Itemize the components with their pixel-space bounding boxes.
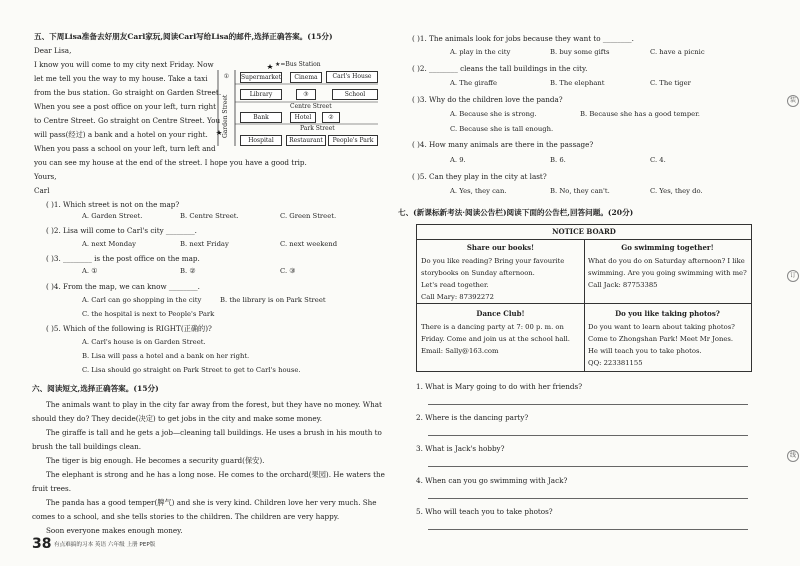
map-bank: Bank bbox=[240, 112, 282, 123]
open-question: 5. Who will teach you to take photos? bbox=[416, 507, 553, 516]
open-question: 2. Where is the dancing party? bbox=[416, 413, 529, 422]
map-cinema: Cinema bbox=[290, 72, 322, 83]
option: C. have a picnic bbox=[650, 48, 705, 56]
letter-line: When you see a post office on your left, turn right bbox=[34, 102, 216, 111]
notice-line: Do you like reading? Bring your favourite bbox=[421, 257, 565, 265]
option: B. the library is on Park Street bbox=[220, 296, 326, 304]
letter-line: will pass(经过) a bank and a hotel on your right. bbox=[34, 130, 208, 139]
map-park-street: Park Street bbox=[300, 125, 335, 132]
map-num-1: ① bbox=[223, 73, 230, 80]
open-question: 3. What is Jack's hobby? bbox=[416, 444, 505, 453]
notice-line: Call Jack: 87753385 bbox=[588, 281, 658, 289]
option: C. Lisa should go straight on Park Street to get to Carl's house. bbox=[82, 366, 301, 374]
notice-board-title: NOTICE BOARD bbox=[417, 225, 751, 240]
footer-text: 有点难搞的习本 英语 六年级 上册 PEP版 bbox=[54, 542, 156, 548]
passage-line: should they do? They decide(决定) to get jobs in the city and make some money. bbox=[32, 414, 323, 423]
option: A. next Monday bbox=[82, 240, 137, 248]
page-number: 38 bbox=[32, 536, 52, 552]
option: B. next Friday bbox=[180, 240, 229, 248]
notice-heading: Share our books! bbox=[466, 243, 535, 252]
option: A. Yes, they can. bbox=[450, 187, 507, 195]
option: B. Lisa will pass a hotel and a bank on her right. bbox=[82, 352, 250, 360]
map-restaurant: Restaurant bbox=[286, 135, 326, 146]
star-icon bbox=[267, 64, 273, 69]
option: C. Green Street. bbox=[280, 212, 337, 220]
passage-line: fruit trees. bbox=[32, 484, 72, 493]
notice-heading: Do you like taking photos? bbox=[615, 309, 720, 318]
notice-line: What do you do on Saturday afternoon? I like bbox=[588, 257, 745, 265]
option: C. the hospital is next to People's Park bbox=[82, 310, 215, 318]
map-garden-street: Garden Street bbox=[222, 94, 229, 138]
open-question: 4. When can you go swimming with Jack? bbox=[416, 476, 568, 485]
question: ( )3. Why do the children love the panda? bbox=[412, 95, 563, 104]
notice-line: Friday. Come and join us at the school hall. bbox=[421, 335, 570, 343]
passage-line: The elephant is strong and he has a long nose. He comes to the orchard(果园). He waters the bbox=[46, 470, 385, 479]
option: B. No, they can't. bbox=[550, 187, 610, 195]
answer-line[interactable] bbox=[428, 529, 748, 530]
passage-line: brush the tall buildings clean. bbox=[32, 442, 142, 451]
map-school: School bbox=[332, 89, 378, 100]
notice-line: Email: Sally@163.com bbox=[421, 347, 499, 355]
option: A. ① bbox=[82, 267, 98, 275]
binder-mark: 装 bbox=[787, 95, 799, 107]
notice-line: Come to Zhongshan Park! Meet Mr Jones. bbox=[588, 335, 733, 343]
map-peoples-park: People's Park bbox=[328, 135, 378, 146]
map-bus-station-legend: ★=Bus Station bbox=[275, 61, 321, 68]
letter-signature: Carl bbox=[34, 186, 50, 195]
question: ( )2. ________ cleans the tall buildings in the city. bbox=[412, 64, 588, 73]
letter-closing: Yours, bbox=[34, 172, 57, 181]
option: B. The elephant bbox=[550, 79, 605, 87]
option: A. Carl's house is on Garden Street. bbox=[82, 338, 206, 346]
passage-line: comes to a school, and she tells stories to the children. The children are very happy. bbox=[32, 512, 340, 521]
question: ( )4. From the map, we can know ________. bbox=[46, 282, 200, 291]
notice-line: There is a dancing party at 7: 00 p. m. on bbox=[421, 323, 564, 331]
notice-heading: Go swimming together! bbox=[621, 243, 714, 252]
option: C. ③ bbox=[280, 267, 296, 275]
section-6-title: 六、阅读短文,选择正确答案。(15分) bbox=[32, 384, 159, 393]
passage-line: The giraffe is tall and he gets a job—cleaning tall buildings. He uses a brush in his mouth to bbox=[46, 428, 382, 437]
letter-line: When you pass a school on your left, turn left and bbox=[34, 144, 216, 153]
section-5-title: 五、下周Lisa准备去好朋友Carl家玩,阅读Carl写给Lisa的邮件,选择正确答案。(15分) bbox=[34, 32, 333, 41]
binder-mark: 线 bbox=[787, 450, 799, 462]
option: B. ② bbox=[180, 267, 196, 275]
map-supermarket: Supermarket bbox=[241, 74, 281, 81]
passage-line: The panda has a good temper(脾气) and she is very kind. Children love her very much. She bbox=[46, 498, 377, 507]
question: ( )1. The animals look for jobs because they want to ________. bbox=[412, 34, 634, 43]
answer-line[interactable] bbox=[428, 466, 748, 467]
map-centre-street: Centre Street bbox=[290, 103, 332, 110]
option: A. Carl can go shopping in the city bbox=[82, 296, 202, 304]
notice-line: Call Mary: 87392272 bbox=[421, 293, 494, 301]
question: ( )2. Lisa will come to Carl's city ________. bbox=[46, 226, 197, 235]
option: A. 9. bbox=[450, 156, 466, 164]
option: B. buy some gifts bbox=[550, 48, 610, 56]
notice-board bbox=[416, 224, 752, 372]
star-icon bbox=[216, 130, 222, 135]
letter-line: you can see my house at the end of the street. I hope you have a good trip. bbox=[34, 158, 307, 167]
map-library: Library bbox=[240, 89, 282, 100]
option: C. The tiger bbox=[650, 79, 691, 87]
letter-greeting: Dear Lisa, bbox=[34, 46, 72, 55]
letter-line: let me tell you the way to my house. Take a taxi bbox=[34, 74, 208, 83]
option: A. The giraffe bbox=[450, 79, 498, 87]
notice-line: Let's read together. bbox=[421, 281, 489, 289]
map-num-2: ② bbox=[322, 112, 340, 123]
notice-line: QQ: 223381155 bbox=[588, 359, 643, 367]
option: C. 4. bbox=[650, 156, 666, 164]
notice-line: He will teach you to take photos. bbox=[588, 347, 702, 355]
answer-line[interactable] bbox=[428, 404, 748, 405]
letter-line: to Centre Street. Go straight on Centre Street. You bbox=[34, 116, 221, 125]
map-hospital: Hospital bbox=[240, 135, 282, 146]
passage-line: Soon everyone makes enough money. bbox=[46, 526, 183, 535]
option: B. Because she has a good temper. bbox=[580, 110, 700, 118]
map-carls-house: Carl's House bbox=[326, 71, 378, 83]
letter-line: I know you will come to my city next Friday. Now bbox=[34, 60, 214, 69]
option: C. Yes, they do. bbox=[650, 187, 703, 195]
question: ( )1. Which street is not on the map? bbox=[46, 200, 180, 209]
option: B. 6. bbox=[550, 156, 566, 164]
open-question: 1. What is Mary going to do with her friends? bbox=[416, 382, 583, 391]
passage-line: The tiger is big enough. He becomes a security guard(保安). bbox=[46, 456, 265, 465]
notice-line: storybooks on Sunday afternoon. bbox=[421, 269, 535, 277]
option: C. next weekend bbox=[280, 240, 338, 248]
option: C. Because she is tall enough. bbox=[450, 125, 554, 133]
notice-line: Do you want to learn about taking photos? bbox=[588, 323, 735, 331]
notice-heading: Dance Club! bbox=[476, 309, 525, 318]
option: B. Centre Street. bbox=[180, 212, 239, 220]
option: A. Because she is strong. bbox=[450, 110, 537, 118]
passage-line: The animals want to play in the city far away from the forest, but they have no money. What bbox=[46, 400, 382, 409]
section-7-title: 七、(新课标新考法·阅读公告栏)阅读下面的公告栏,回答问题。(20分) bbox=[398, 208, 634, 217]
question: ( )5. Which of the following is RIGHT(正确的)? bbox=[46, 324, 212, 333]
answer-line[interactable] bbox=[428, 435, 748, 436]
question: ( )3. ________ is the post office on the map. bbox=[46, 254, 200, 263]
option: A. Garden Street. bbox=[82, 212, 143, 220]
question: ( )5. Can they play in the city at last? bbox=[412, 172, 547, 181]
letter-line: from the bus station. Go straight on Garden Street. bbox=[34, 88, 222, 97]
option: A. play in the city bbox=[450, 48, 511, 56]
binder-mark: 订 bbox=[787, 270, 799, 282]
question: ( )4. How many animals are there in the passage? bbox=[412, 140, 594, 149]
answer-line[interactable] bbox=[428, 498, 748, 499]
notice-line: swimming. Are you going swimming with me? bbox=[588, 269, 747, 277]
map-num-3: ③ bbox=[296, 89, 316, 100]
map-hotel: Hotel bbox=[290, 112, 316, 123]
